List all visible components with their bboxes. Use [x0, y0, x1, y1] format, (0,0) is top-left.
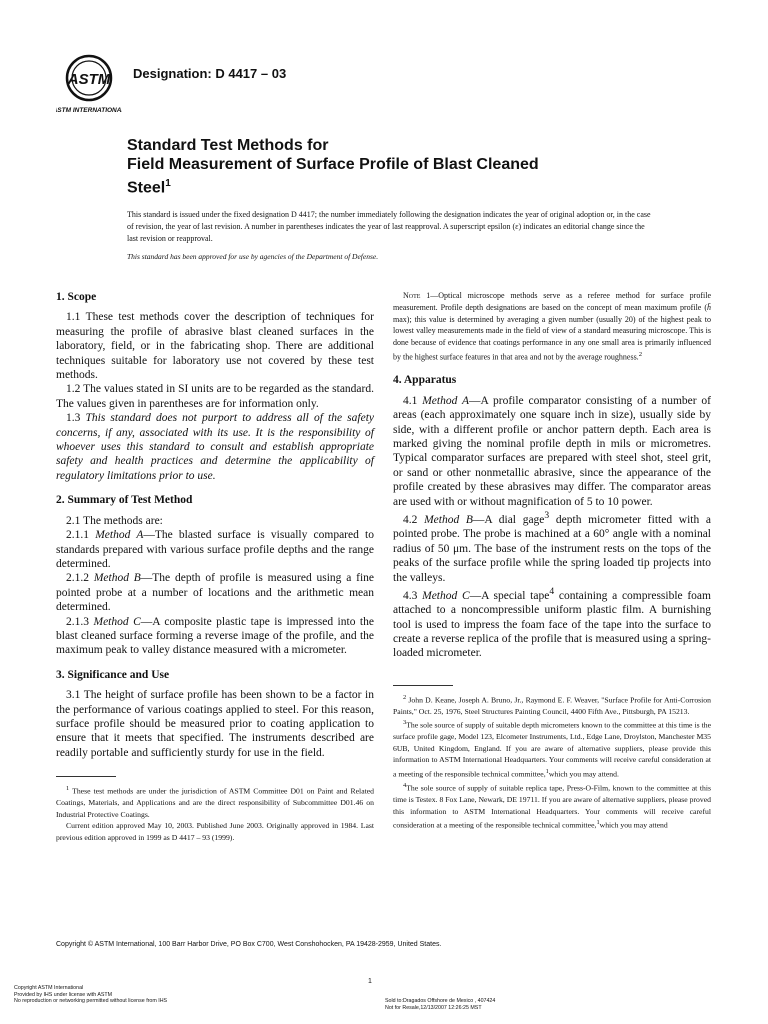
scope-heading: 1. Scope: [56, 291, 97, 303]
right-column: [393, 290, 711, 831]
title-line-1: Standard Test Methods for: [127, 137, 329, 154]
footnote-1-edition: Current edition approved May 10, 2003. Published June 2003. Originally approved in 1984. Last previous edition approved in 1999 as D 4417 – 93 (1999).: [56, 821, 374, 842]
page-number: 1: [368, 978, 372, 985]
apparatus-4-1: 4.1 Method A—A profile comparator consisting of a number of areas (each approximately one square inch in size), usually side by side, with a different profile or anchor pattern depth. Each area is marked giving the nominal profile depth in mils or micrometres. Typical comparator surfaces are prepared with steel shot, steel grit, or sand or other nonmetallic abrasive, since the appearance of the profile created by these abrasives may differ. The comparator areas are used with or without magnification of 5 to 10 power.: [393, 394, 711, 508]
title-line-2: Field Measurement of Surface Profile of Blast Cleaned: [127, 156, 539, 173]
scope-1-2: 1.2 The values stated in SI units are to be regarded as the standard. The values given in parentheses are for information only.: [56, 383, 374, 410]
title-footnote-mark: 1: [165, 178, 171, 189]
summary-heading: 2. Summary of Test Method: [56, 494, 193, 507]
footer-license: Copyright ASTM International Provided by IHS under license with ASTM No reproduction or networking permitted without license from IHS: [14, 985, 168, 1004]
scope-1-1: 1.1 These test methods cover the description of techniques for measuring the profile of abrasive blast cleaned surfaces in the laboratory, field, or in the fabricating shop. There are additional techniques suitable for laboratory use not covered by these test methods.: [56, 311, 374, 382]
document-title: [127, 136, 687, 197]
footnote-3: $^3$The sole source of supply of suitable depth micrometers known to the committee at this time is the surface profile gage, Model 123, Elcometer Instruments, Ltd., Edge Lane, Droylston, Manchester M35 6UB, United Kingdom, England. If you are aware of alternative suppliers, please provide this information to ASTM International Headquarters. Your comments will receive careful consideration at a meeting of the responsible technical committee,$^1$which you may attend.: [393, 719, 711, 779]
title-line-3: Steel: [127, 179, 166, 197]
summary-2-1-2: 2.1.2 Method B—The depth of profile is measured using a fine pointed probe at a number of locations and the arithmetic mean determined.: [56, 572, 375, 614]
significance-heading: 3. Significance and Use: [56, 668, 170, 681]
summary-2-1: 2.1 The methods are:: [66, 514, 163, 527]
astm-logo: [56, 50, 122, 116]
apparatus-4-2: 4.2 Method B—A dial gage$^3$ depth micrometer fitted with a pointed probe. The probe is machined at a 60° angle with a nominal radius of 50 μm. The base of the instrument rests on the tops of the peaks of the surface profile while the spring loaded tip projects into the valleys.: [393, 510, 712, 584]
scope-1-3: 1.3 This standard does not purport to address all of the safety concerns, if any, associated with its use. It is the responsibility of whoever uses this standard to consult and establish appropriate safety and health practices and determine the applicability of regulatory limitations prior to use.: [56, 412, 374, 482]
footnote-1: $^1$ These test methods are under the jurisdiction of ASTM Committee D01 on Paint and Related Coatings, Materials, and Applications and are the direct responsibility of Subcommittee D01.46 on Industrial Protective Coatings.: [56, 785, 374, 819]
copyright-line: Copyright © ASTM International, 100 Barr Harbor Drive, PO Box C700, West Conshohocken, PA 19428-2959, United States.: [56, 941, 442, 948]
significance-3-1: 3.1 The height of surface profile has been shown to be a factor in the performance of various coatings applied to steel. For this reason, surface profile should be measured prior to coating application to ensure that it meets that specified. The instruments described are readily portable and sufficiently sturdy for use in the field.: [56, 689, 374, 759]
intro-paragraph: This standard is issued under the fixed designation D 4417; the number immediately following the designation indicates the year of original adoption or, in the case of revision, the year of last revision. A number in parentheses indicates the year of last reapproval. A superscript epsilon (ε) indicates an editorial change since the last revision or reapproval.: [127, 210, 651, 243]
approval-statement: This standard has been approved for use by agencies of the Department of Defense.: [127, 252, 379, 261]
apparatus-heading: 4. Apparatus: [393, 374, 457, 387]
footnote-divider: [56, 776, 116, 777]
footer-sale-info: Sold to:Dragados Offshore de Mexico , 407424 Not for Resale,12/13/2007 12:26:25 MST: [385, 998, 496, 1011]
designation: Designation: D 4417 – 03: [133, 66, 287, 81]
summary-2-1-1: 2.1.1 Method A—The blasted surface is visually compared to standards prepared with various surface profile depths and the range determined.: [56, 529, 374, 570]
footnote-4: $^4$The sole source of supply of suitable replica tape, Press-O-Film, known to the committee at this time is Testex. 8 Fox Lane, Newark, DE 19711. If you are aware of alternative suppliers, please proved this information to ASTM International Headquarters. Your comments will receive careful consideration at a meeting of the responsible technical committee,$^1$which you may attend: [393, 782, 711, 830]
left-column: [56, 290, 374, 843]
summary-2-1-3: 2.1.3 Method C—A composite plastic tape is impressed into the blast cleaned surface forming a reverse image of the profile, and the maximum peak to valley distance measured with a micrometer.: [56, 615, 374, 657]
apparatus-4-3: 4.3 Method C—A special tape$^4$ containing a compressible foam attached to a noncompressible uniform plastic film. A burnishing tool is used to impress the foam face of the tape into the surface to create a reverse replica of the profile that is measured using a spring-loaded micrometer.: [393, 585, 711, 660]
note-1: Note 1—Optical microscope methods serve as a referee method for surface profile measurement. Profile depth designations are based on the concept of mean maximum profile (h̄ max); this value is determined by averaging a given number (usually 20) of the highest peak to lowest valley measurements made in the field of view of a standard measuring microscope. This is done because of evidence that coatings performance in any one small area is primarily influenced by the highest surface features in that area and not by the average roughness.$^2$: [393, 291, 711, 362]
svg-text:ASTM: ASTM: [67, 71, 111, 88]
logo-text: ASTM INTERNATIONAL: [56, 107, 122, 114]
footnote-2: $^2$ John D. Keane, Joseph A. Bruno, Jr., Raymond E. F. Weaver, "Surface Profile for Anti-Corrosion Paints," Oct. 25, 1976, Steel Structures Painting Council, 4400 Fifth Ave., Pittsburgh, PA 15213.: [393, 693, 711, 716]
footnote-divider-right: [393, 685, 453, 686]
